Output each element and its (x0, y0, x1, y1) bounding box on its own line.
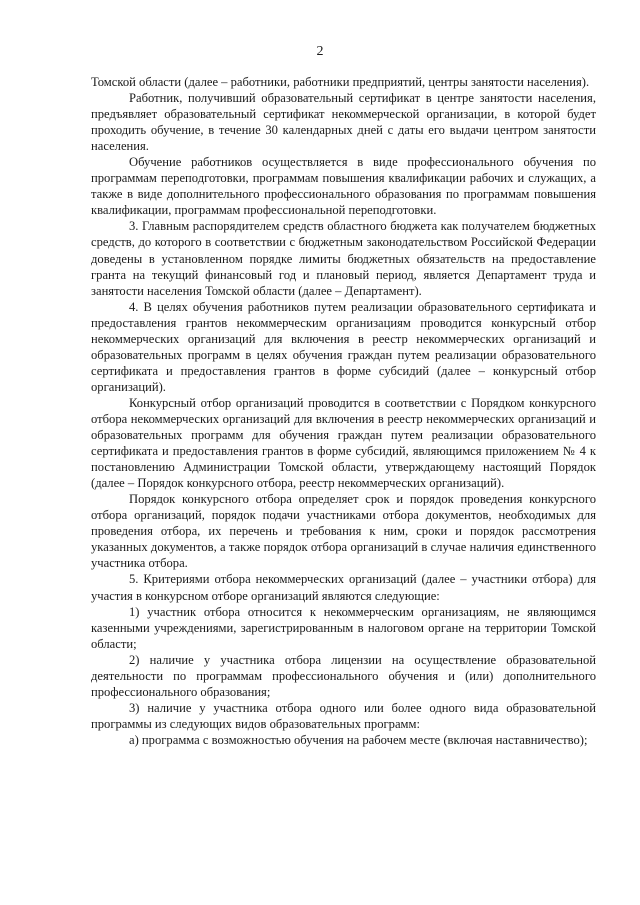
paragraph-selection-procedure: Конкурсный отбор организаций проводится в соответствии с Порядком конкурсного отбора некоммерческих организаций для включения в реестр некоммерческих организаций и образовательных программ для обучения граждан путем реализации образовательного сертификата и предоставления грантов в форме субсидий, являющимся приложением № 4 к постановлению Администрации Томской области, утверждающему настоящий Порядок (далее – Порядок конкурсного отбора, реестр некоммерческих организаций). (91, 395, 596, 491)
paragraph-item-3-main-administrator: 3. Главным распорядителем средств областного бюджета как получателем бюджетных средств, до которого в соответствии с бюджетным законодательством Российской Федерации доведены в установленном порядке лимиты бюджетных обязательств на предоставление гранта на текущий финансовый год и плановый период, является Департамент труда и занятости населения Томской области (далее – Департамент). (91, 219, 596, 298)
paragraph-certificate-presentation: Работник, получивший образовательный сертификат в центре занятости населения, предъявляет образовательный сертификат некоммерческой организации, в которой будет проходить обучение, в течение 30 календарных дней с даты его выдачи центром занятости населения. (91, 91, 596, 154)
paragraph-criterion-1: 1) участник отбора относится к некоммерческим организациям, не являющимся казенными учреждениями, зарегистрированным в налоговом органе на территории Томской области; (91, 604, 596, 651)
document-body (91, 74, 596, 748)
paragraph-criterion-3: 3) наличие у участника отбора одного или более одного вида образовательной программы из следующих видов образовательных программ: (91, 700, 596, 731)
paragraph-item-5-criteria: 5. Критериями отбора некоммерческих организаций (далее – участники отбора) для участия в конкурсном отборе организаций являются следующие: (91, 572, 596, 603)
paragraph-training-forms: Обучение работников осуществляется в виде профессионального обучения по программам переподготовки, программам повышения квалификации рабочих и служащих, а также в виде дополнительного профессионального образования по программам повышения квалификации, программам профессиональной переподготовки. (91, 155, 596, 218)
paragraph-criterion-2: 2) наличие у участника отбора лицензии на осуществление образовательной деятельности по программам профессионального обучения и (или) дополнительного профессионального образования; (91, 652, 596, 699)
paragraph-criterion-3a: а) программа с возможностью обучения на рабочем месте (включая наставничество); (129, 732, 588, 747)
page-number: 2 (316, 44, 324, 59)
paragraph-continuation: Томской области (далее – работники, работники предприятий, центры занятости населения). (91, 75, 590, 89)
paragraph-selection-terms: Порядок конкурсного отбора определяет срок и порядок проведения конкурсного отбора организаций, порядок подачи участниками отбора документов, необходимых для проведения отбора, их перечень и требования к ним, сроки и порядок рассмотрения указанных документов, а также порядок отбора организаций в случае наличия единственного участника отбора. (91, 492, 596, 571)
paragraph-item-4-competitive-selection: 4. В целях обучения работников путем реализации образовательного сертификата и предоставления грантов некоммерческим организациям проводится конкурсный отбор некоммерческих организаций для включения в реестр некоммерческих организаций и образовательных программ в целях обучения граждан путем реализации образовательного сертификата и предоставления грантов в форме субсидий (далее – конкурсный отбор организаций). (91, 299, 596, 394)
